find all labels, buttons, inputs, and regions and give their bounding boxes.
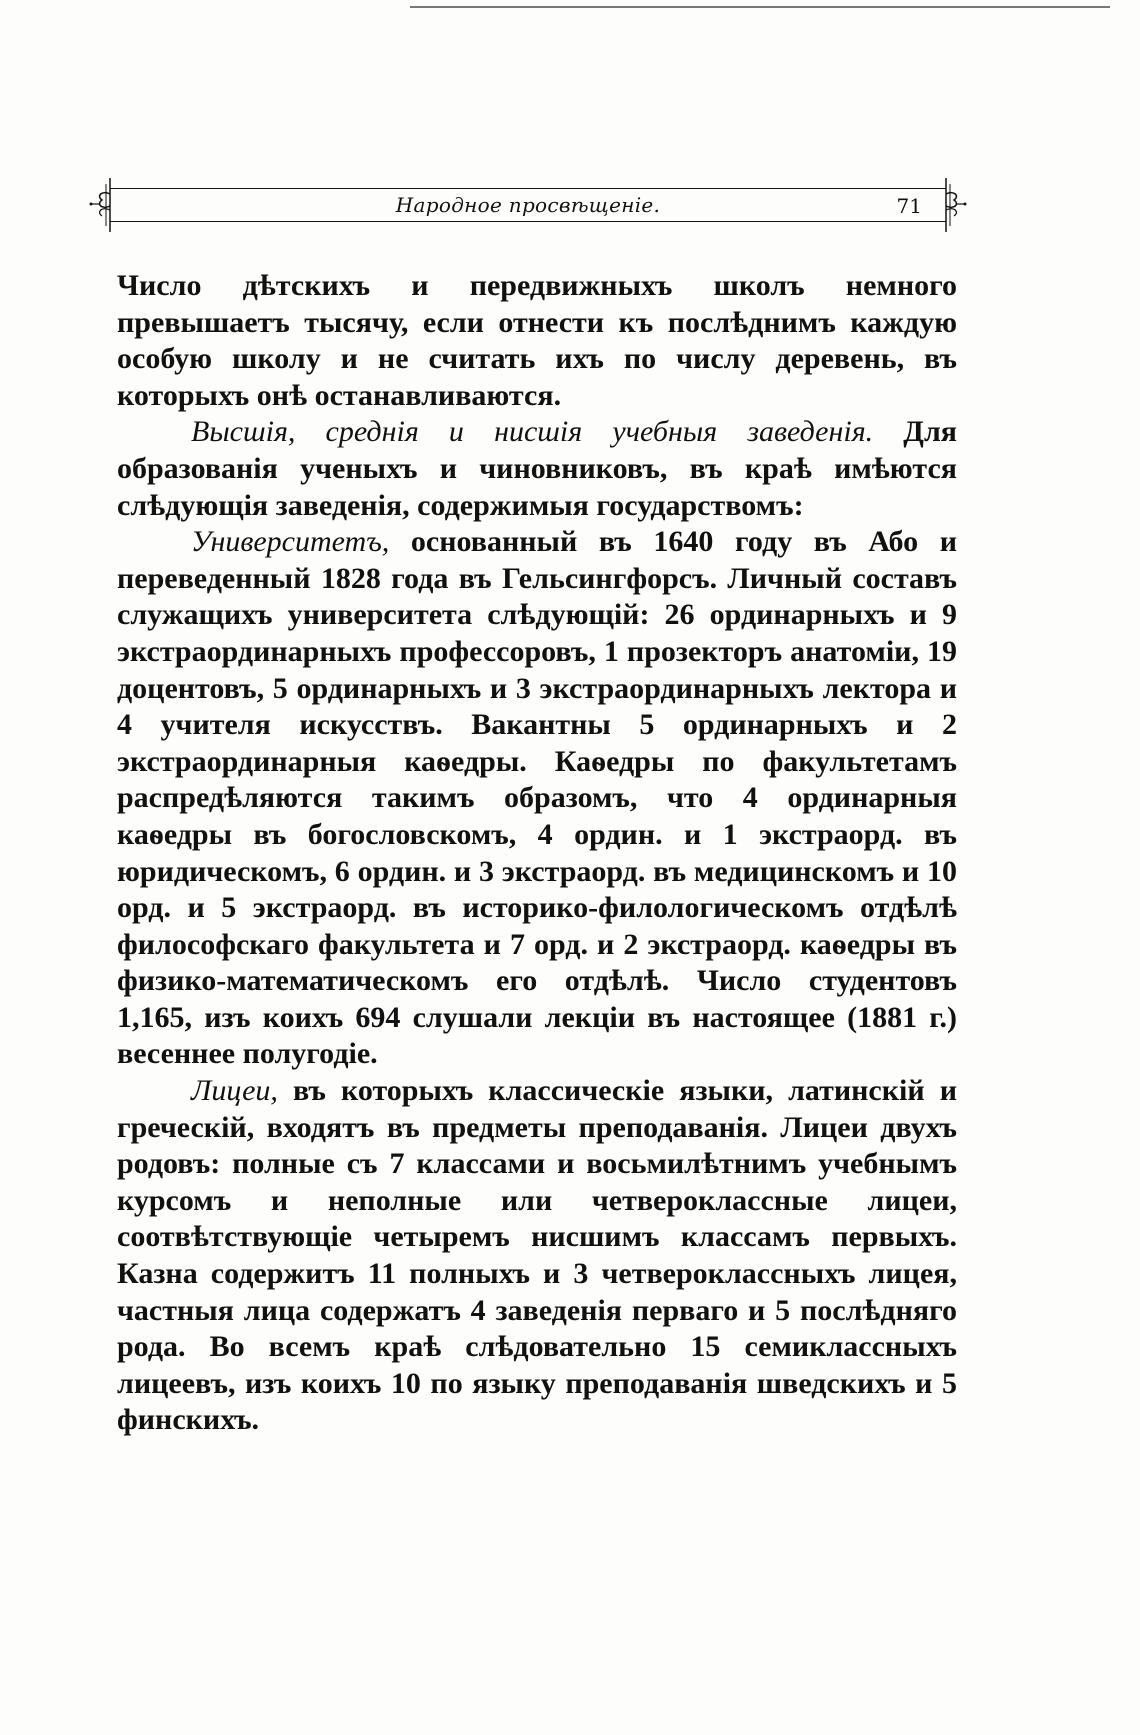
section-heading: Лицеи,: [191, 1074, 278, 1108]
body-text: [117, 268, 957, 1439]
paragraph-text: основанный въ 1640 году въ Або и переведенный 1828 года въ Гельсингфорсъ. Личный составъ служащихъ университета слѣдующій: 26 ординарныхъ и 9 экстраординарныхъ профессоровъ, 1 прозекторъ анатоміи, 19 доцентовъ, 5 ординарныхъ и 3 экстраординарныхъ лектора и 4 учителя искусствъ. Вакантны 5 ординарныхъ и 2 экстраординарныя каѳедры. Каѳедры по факультетамъ распредѣляются такимъ образомъ, что 4 ординарныя каѳедры въ богословскомъ, 4 ордин. и 1 экстраорд. въ юридическомъ, 6 ордин. и 3 экстраорд. въ медицинскомъ и 10 орд. и 5 экстраорд. въ историко-филологическомъ отдѣлѣ философскаго факультета и 7 орд. и 2 экстраорд. каѳедры въ физико-математическомъ его отдѣлѣ. Число студентовъ 1,165, изъ коихъ 694 слушали лекціи въ настоящее (1881 г.) весеннее полугодіе.: [117, 525, 957, 1071]
running-header: [88, 176, 968, 234]
paragraph-text: въ которыхъ классическіе языки, латинскій и греческій, входятъ въ предметы преподаванія. Лицеи двухъ родовъ: полные съ 7 классами и восьмилѣтнимъ учебнымъ курсомъ и неполные или четвероклассные лицеи, соотвѣтствующіе четыремъ нисшимъ классамъ первыхъ. Казна содержитъ 11 полныхъ и 3 четвероклассныхъ лицея, частныя лица содержатъ 4 заведенія перваго и 5 послѣдняго рода. Во всемъ краѣ слѣдовательно 15 семиклассныхъ лицеевъ, изъ коихъ 10 по языку преподаванія шведскихъ и 5 финскихъ.: [117, 1074, 957, 1437]
paragraph: [117, 268, 957, 414]
header-title: Народное просвѣщеніе.: [395, 193, 661, 217]
section-heading: Высшія, среднія и нисшія учебныя заведенія.: [191, 415, 874, 449]
section-heading: Университетъ,: [191, 525, 390, 559]
paragraph: [117, 1073, 957, 1439]
ornament-right-icon: [938, 176, 968, 234]
top-edge-rule: [410, 6, 1110, 8]
paragraph: [117, 524, 957, 1073]
paragraph-text: Для образованія ученыхъ и чиновниковъ, въ краѣ имѣются слѣдующія заведенія, содержимыя государствомъ:: [117, 415, 958, 522]
page-number: 71: [896, 194, 922, 218]
paragraph-text: Число дѣтскихъ и передвижныхъ школъ немного превышаетъ тысячу, если отнести къ послѣднимъ каждую особую школу и не считать ихъ по числу деревень, въ которыхъ онѣ останавливаются.: [117, 269, 957, 412]
paragraph: [117, 414, 957, 524]
